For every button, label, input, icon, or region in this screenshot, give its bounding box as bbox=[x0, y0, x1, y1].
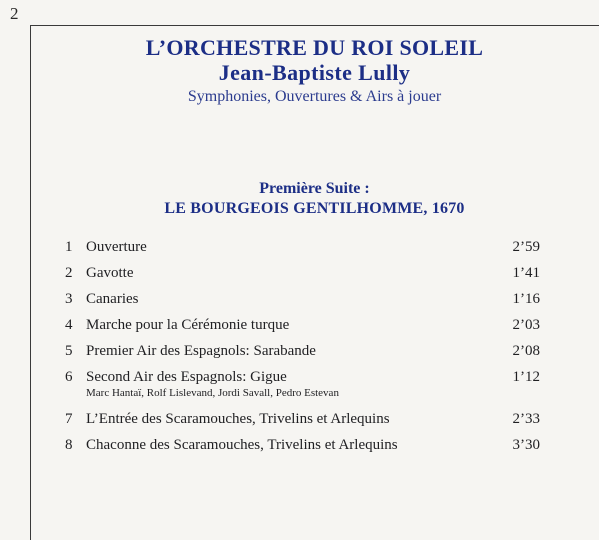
suite-title: LE BOURGEOIS GENTILHOMME, 1670 bbox=[164, 200, 465, 217]
track-row bbox=[65, 341, 540, 367]
track-number: 8 bbox=[65, 437, 73, 453]
track-duration: 2’33 bbox=[512, 411, 540, 427]
track-title: L’Entrée des Scaramouches, Trivelins et Arlequins bbox=[86, 411, 390, 427]
track-duration: 1’16 bbox=[512, 291, 540, 307]
track-title: Canaries bbox=[86, 291, 139, 307]
suite-heading: Première Suite : bbox=[259, 180, 370, 197]
track-title: Ouverture bbox=[86, 239, 147, 255]
track-number: 5 bbox=[65, 343, 73, 359]
track-duration: 2’08 bbox=[512, 343, 540, 359]
track-title: Chaconne des Scaramouches, Trivelins et Arlequins bbox=[86, 437, 398, 453]
track-row bbox=[65, 409, 540, 435]
track-number: 7 bbox=[65, 411, 73, 427]
track-duration: 1’12 bbox=[512, 369, 540, 385]
track-performers: Marc Hantaï, Rolf Lislevand, Jordi Savall, Pedro Estevan bbox=[86, 387, 339, 399]
album-title: L’ORCHESTRE DU ROI SOLEIL bbox=[145, 35, 484, 60]
track-row bbox=[65, 263, 540, 289]
top-divider bbox=[30, 25, 599, 26]
track-row bbox=[65, 315, 540, 341]
track-row bbox=[65, 435, 540, 461]
track-number: 2 bbox=[65, 265, 73, 281]
track-duration: 2’03 bbox=[512, 317, 540, 333]
track-title: Second Air des Espagnols: Gigue bbox=[86, 369, 287, 385]
track-title: Marche pour la Cérémonie turque bbox=[86, 317, 290, 333]
track-title: Premier Air des Espagnols: Sarabande bbox=[86, 343, 316, 359]
composer-name: Jean-Baptiste Lully bbox=[218, 60, 411, 85]
track-title: Gavotte bbox=[86, 265, 134, 281]
track-row bbox=[65, 367, 540, 409]
track-list bbox=[65, 237, 540, 461]
suite-heading-block bbox=[30, 179, 599, 219]
album-header bbox=[30, 36, 599, 107]
track-duration: 2’59 bbox=[512, 239, 540, 255]
page-number: 2 bbox=[10, 4, 19, 23]
track-row bbox=[65, 289, 540, 315]
track-number: 3 bbox=[65, 291, 73, 307]
track-duration: 3’30 bbox=[512, 437, 540, 453]
album-subtitle: Symphonies, Ouvertures & Airs à jouer bbox=[187, 88, 442, 105]
track-number: 6 bbox=[65, 369, 73, 385]
track-number: 1 bbox=[65, 239, 73, 255]
track-row bbox=[65, 237, 540, 263]
track-number: 4 bbox=[65, 317, 73, 333]
track-duration: 1’41 bbox=[512, 265, 540, 281]
